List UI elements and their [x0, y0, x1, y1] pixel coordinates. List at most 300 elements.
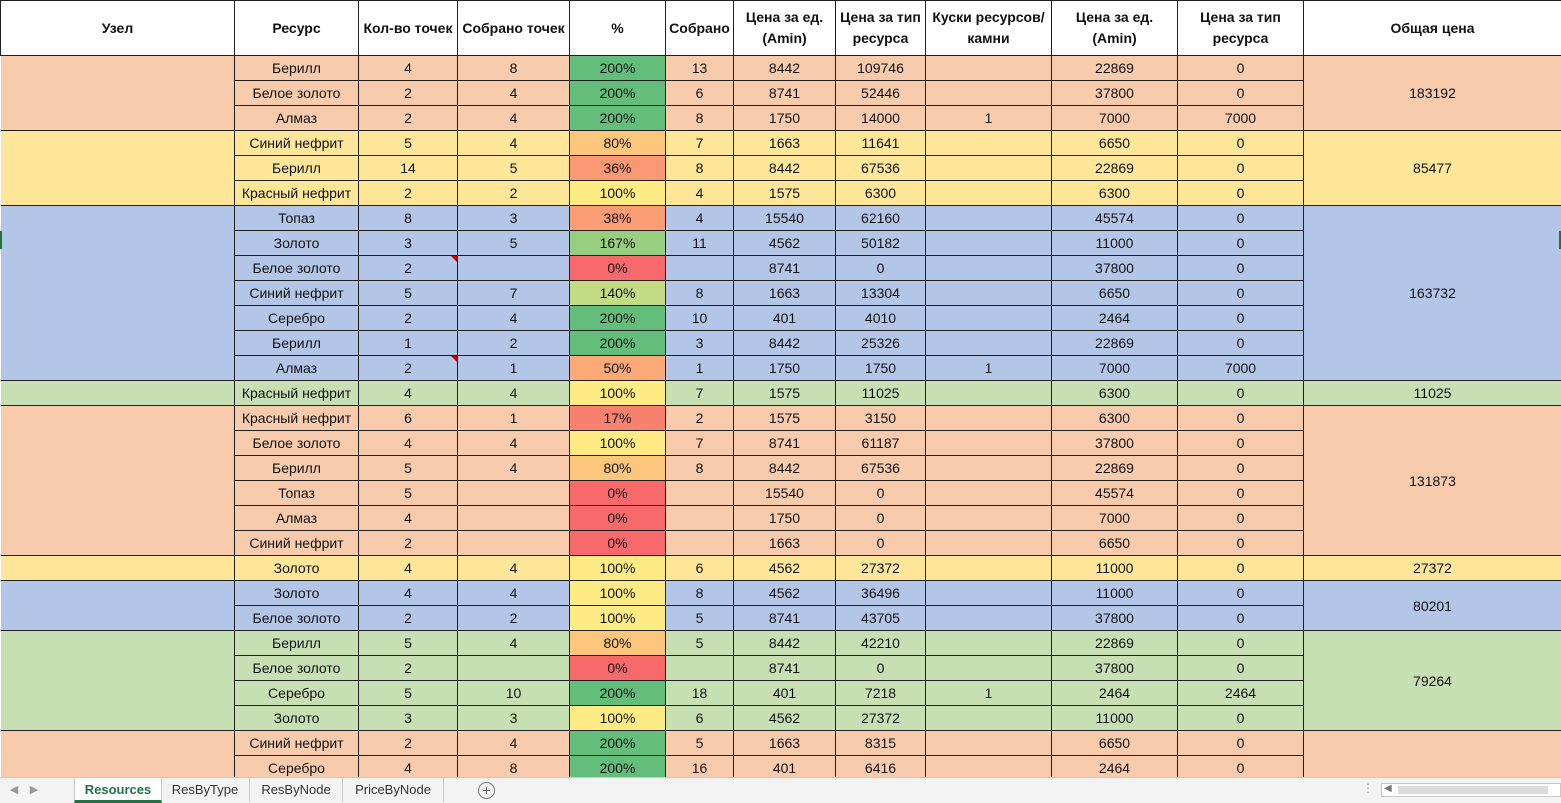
resource-cell[interactable]: Серебро [235, 756, 359, 778]
resource-cell[interactable]: Серебро [235, 681, 359, 706]
points-collected-cell[interactable]: 1 [458, 406, 570, 431]
type-price-2-cell[interactable]: 0 [1178, 306, 1304, 331]
points-count-cell[interactable]: 4 [359, 556, 458, 581]
points-collected-cell[interactable] [458, 256, 570, 281]
tab-pricebynode[interactable]: PriceByNode [343, 778, 444, 802]
collected-cell[interactable] [666, 531, 734, 556]
collected-cell[interactable]: 8 [666, 456, 734, 481]
resource-cell[interactable]: Алмаз [235, 106, 359, 131]
type-price-cell[interactable]: 6416 [836, 756, 926, 778]
percent-cell[interactable]: 80% [570, 456, 666, 481]
type-price-2-cell[interactable]: 0 [1178, 456, 1304, 481]
type-price-cell[interactable]: 11641 [836, 131, 926, 156]
unit-price-cell[interactable]: 1663 [734, 281, 836, 306]
points-count-cell[interactable]: 6 [359, 406, 458, 431]
unit-price-2-cell[interactable]: 45574 [1052, 206, 1178, 231]
type-price-cell[interactable]: 62160 [836, 206, 926, 231]
type-price-cell[interactable]: 14000 [836, 106, 926, 131]
points-count-cell[interactable]: 5 [359, 681, 458, 706]
type-price-2-cell[interactable]: 0 [1178, 406, 1304, 431]
collected-cell[interactable]: 5 [666, 606, 734, 631]
pieces-stones-cell[interactable] [926, 181, 1052, 206]
points-count-cell[interactable]: 3 [359, 231, 458, 256]
pieces-stones-cell[interactable] [926, 56, 1052, 81]
points-collected-cell[interactable]: 8 [458, 56, 570, 81]
percent-cell[interactable]: 200% [570, 756, 666, 778]
type-price-cell[interactable]: 0 [836, 506, 926, 531]
resource-cell[interactable]: Синий нефрит [235, 131, 359, 156]
resource-cell[interactable]: Берилл [235, 331, 359, 356]
node-cell[interactable] [1, 581, 235, 631]
resource-cell[interactable]: Синий нефрит [235, 281, 359, 306]
node-cell[interactable] [1, 406, 235, 556]
type-price-cell[interactable]: 13304 [836, 281, 926, 306]
unit-price-2-cell[interactable]: 2464 [1052, 306, 1178, 331]
collected-cell[interactable]: 7 [666, 131, 734, 156]
points-count-cell[interactable]: 14 [359, 156, 458, 181]
unit-price-2-cell[interactable]: 6650 [1052, 731, 1178, 756]
unit-price-2-cell[interactable]: 45574 [1052, 481, 1178, 506]
unit-price-cell[interactable]: 8741 [734, 431, 836, 456]
pieces-stones-cell[interactable] [926, 131, 1052, 156]
points-count-cell[interactable]: 2 [359, 731, 458, 756]
horizontal-scrollbar[interactable] [1381, 783, 1561, 797]
resource-cell[interactable]: Красный нефрит [235, 406, 359, 431]
resource-cell[interactable]: Серебро [235, 306, 359, 331]
pieces-stones-cell[interactable] [926, 656, 1052, 681]
percent-cell[interactable]: 100% [570, 606, 666, 631]
total-price-cell[interactable]: 183192 [1304, 56, 1561, 131]
type-price-2-cell[interactable]: 0 [1178, 706, 1304, 731]
pieces-stones-cell[interactable] [926, 406, 1052, 431]
unit-price-2-cell[interactable]: 6650 [1052, 531, 1178, 556]
type-price-2-cell[interactable]: 0 [1178, 56, 1304, 81]
chevron-right-icon[interactable]: ▶ [29, 784, 39, 796]
percent-cell[interactable]: 80% [570, 131, 666, 156]
collected-cell[interactable]: 7 [666, 431, 734, 456]
pieces-stones-cell[interactable]: 1 [926, 106, 1052, 131]
type-price-cell[interactable]: 50182 [836, 231, 926, 256]
pieces-stones-cell[interactable] [926, 531, 1052, 556]
unit-price-2-cell[interactable]: 6300 [1052, 181, 1178, 206]
resource-cell[interactable]: Топаз [235, 481, 359, 506]
header-points-count[interactable]: Кол-во точек [359, 1, 458, 56]
total-price-cell[interactable]: 80201 [1304, 581, 1561, 631]
collected-cell[interactable]: 10 [666, 306, 734, 331]
unit-price-2-cell[interactable]: 11000 [1052, 581, 1178, 606]
header-unit-price-2[interactable]: Цена за ед. (Amin) [1052, 1, 1178, 56]
header-type-price[interactable]: Цена за тип ресурса [836, 1, 926, 56]
unit-price-2-cell[interactable]: 7000 [1052, 106, 1178, 131]
collected-cell[interactable]: 13 [666, 56, 734, 81]
type-price-2-cell[interactable]: 0 [1178, 731, 1304, 756]
type-price-2-cell[interactable]: 0 [1178, 131, 1304, 156]
points-collected-cell[interactable]: 4 [458, 81, 570, 106]
unit-price-cell[interactable]: 8741 [734, 656, 836, 681]
tab-resbynode[interactable]: ResByNode [250, 778, 343, 802]
unit-price-2-cell[interactable]: 6300 [1052, 406, 1178, 431]
percent-cell[interactable]: 140% [570, 281, 666, 306]
percent-cell[interactable]: 0% [570, 481, 666, 506]
unit-price-cell[interactable]: 15540 [734, 206, 836, 231]
type-price-cell[interactable]: 7218 [836, 681, 926, 706]
scroll-left-icon[interactable]: ◀ [1384, 783, 1392, 794]
collected-cell[interactable]: 8 [666, 156, 734, 181]
percent-cell[interactable]: 38% [570, 206, 666, 231]
points-collected-cell[interactable]: 4 [458, 306, 570, 331]
type-price-cell[interactable]: 8315 [836, 731, 926, 756]
type-price-cell[interactable]: 42210 [836, 631, 926, 656]
collected-cell[interactable]: 6 [666, 81, 734, 106]
pieces-stones-cell[interactable] [926, 631, 1052, 656]
tab-resbytype[interactable]: ResByType [161, 778, 250, 802]
points-count-cell[interactable]: 2 [359, 181, 458, 206]
type-price-2-cell[interactable]: 7000 [1178, 106, 1304, 131]
total-price-cell[interactable]: 163732 [1304, 206, 1561, 381]
points-collected-cell[interactable]: 3 [458, 206, 570, 231]
unit-price-cell[interactable]: 4562 [734, 581, 836, 606]
points-collected-cell[interactable] [458, 656, 570, 681]
type-price-cell[interactable]: 0 [836, 656, 926, 681]
unit-price-cell[interactable]: 1750 [734, 356, 836, 381]
points-count-cell[interactable]: 2 [359, 106, 458, 131]
unit-price-cell[interactable]: 8741 [734, 81, 836, 106]
pieces-stones-cell[interactable] [926, 506, 1052, 531]
type-price-2-cell[interactable]: 0 [1178, 81, 1304, 106]
unit-price-cell[interactable]: 8442 [734, 56, 836, 81]
type-price-cell[interactable]: 67536 [836, 456, 926, 481]
pieces-stones-cell[interactable] [926, 481, 1052, 506]
unit-price-cell[interactable]: 1575 [734, 406, 836, 431]
points-count-cell[interactable]: 2 [359, 256, 458, 281]
type-price-2-cell[interactable]: 0 [1178, 606, 1304, 631]
header-unit-price[interactable]: Цена за ед. (Amin) [734, 1, 836, 56]
type-price-2-cell[interactable]: 0 [1178, 756, 1304, 778]
resource-cell[interactable]: Золото [235, 706, 359, 731]
pieces-stones-cell[interactable] [926, 306, 1052, 331]
percent-cell[interactable]: 200% [570, 306, 666, 331]
header-node[interactable]: Узел [1, 1, 235, 56]
pieces-stones-cell[interactable] [926, 556, 1052, 581]
pieces-stones-cell[interactable] [926, 706, 1052, 731]
resource-cell[interactable]: Синий нефрит [235, 731, 359, 756]
unit-price-cell[interactable]: 15540 [734, 481, 836, 506]
collected-cell[interactable]: 8 [666, 281, 734, 306]
points-collected-cell[interactable]: 4 [458, 631, 570, 656]
points-collected-cell[interactable]: 2 [458, 331, 570, 356]
scrollbar-thumb[interactable] [1398, 786, 1548, 794]
resource-cell[interactable]: Синий нефрит [235, 531, 359, 556]
resource-cell[interactable]: Белое золото [235, 656, 359, 681]
collected-cell[interactable]: 3 [666, 331, 734, 356]
unit-price-cell[interactable]: 8741 [734, 606, 836, 631]
node-cell[interactable] [1, 131, 235, 206]
type-price-cell[interactable]: 11025 [836, 381, 926, 406]
type-price-2-cell[interactable]: 0 [1178, 381, 1304, 406]
points-count-cell[interactable]: 5 [359, 481, 458, 506]
percent-cell[interactable]: 0% [570, 256, 666, 281]
unit-price-2-cell[interactable]: 22869 [1052, 156, 1178, 181]
resource-cell[interactable]: Золото [235, 581, 359, 606]
node-cell[interactable] [1, 206, 235, 381]
percent-cell[interactable]: 0% [570, 531, 666, 556]
type-price-2-cell[interactable]: 0 [1178, 581, 1304, 606]
pieces-stones-cell[interactable]: 1 [926, 681, 1052, 706]
type-price-cell[interactable]: 1750 [836, 356, 926, 381]
type-price-2-cell[interactable]: 0 [1178, 181, 1304, 206]
points-count-cell[interactable]: 2 [359, 356, 458, 381]
percent-cell[interactable]: 200% [570, 56, 666, 81]
resource-cell[interactable]: Золото [235, 231, 359, 256]
header-type-price-2[interactable]: Цена за тип ресурса [1178, 1, 1304, 56]
pieces-stones-cell[interactable] [926, 281, 1052, 306]
pieces-stones-cell[interactable] [926, 156, 1052, 181]
points-collected-cell[interactable]: 1 [458, 356, 570, 381]
points-count-cell[interactable]: 3 [359, 706, 458, 731]
total-price-cell[interactable] [1304, 731, 1561, 778]
type-price-cell[interactable]: 0 [836, 481, 926, 506]
type-price-2-cell[interactable]: 0 [1178, 531, 1304, 556]
points-count-cell[interactable]: 4 [359, 756, 458, 778]
type-price-2-cell[interactable]: 0 [1178, 156, 1304, 181]
points-collected-cell[interactable]: 7 [458, 281, 570, 306]
percent-cell[interactable]: 36% [570, 156, 666, 181]
unit-price-cell[interactable]: 1575 [734, 181, 836, 206]
pieces-stones-cell[interactable]: 1 [926, 356, 1052, 381]
pieces-stones-cell[interactable] [926, 231, 1052, 256]
unit-price-cell[interactable]: 1750 [734, 506, 836, 531]
type-price-2-cell[interactable]: 0 [1178, 656, 1304, 681]
points-count-cell[interactable]: 4 [359, 56, 458, 81]
collected-cell[interactable]: 4 [666, 181, 734, 206]
points-count-cell[interactable]: 2 [359, 656, 458, 681]
type-price-2-cell[interactable]: 0 [1178, 256, 1304, 281]
collected-cell[interactable]: 5 [666, 631, 734, 656]
collected-cell[interactable] [666, 481, 734, 506]
points-collected-cell[interactable]: 4 [458, 381, 570, 406]
type-price-cell[interactable]: 0 [836, 531, 926, 556]
resource-cell[interactable]: Белое золото [235, 81, 359, 106]
resource-cell[interactable]: Алмаз [235, 506, 359, 531]
collected-cell[interactable]: 8 [666, 581, 734, 606]
percent-cell[interactable]: 100% [570, 181, 666, 206]
unit-price-cell[interactable]: 8442 [734, 331, 836, 356]
total-price-cell[interactable]: 85477 [1304, 131, 1561, 206]
points-count-cell[interactable]: 5 [359, 281, 458, 306]
unit-price-cell[interactable]: 1663 [734, 731, 836, 756]
resource-cell[interactable]: Золото [235, 556, 359, 581]
unit-price-2-cell[interactable]: 6650 [1052, 281, 1178, 306]
points-count-cell[interactable]: 4 [359, 431, 458, 456]
resource-cell[interactable]: Белое золото [235, 256, 359, 281]
percent-cell[interactable]: 100% [570, 581, 666, 606]
node-cell[interactable] [1, 631, 235, 731]
unit-price-2-cell[interactable]: 37800 [1052, 81, 1178, 106]
type-price-cell[interactable]: 27372 [836, 706, 926, 731]
node-cell[interactable] [1, 731, 235, 778]
type-price-2-cell[interactable]: 0 [1178, 431, 1304, 456]
type-price-cell[interactable]: 3150 [836, 406, 926, 431]
unit-price-2-cell[interactable]: 6650 [1052, 131, 1178, 156]
points-count-cell[interactable]: 5 [359, 631, 458, 656]
unit-price-cell[interactable]: 8442 [734, 156, 836, 181]
points-collected-cell[interactable]: 4 [458, 106, 570, 131]
points-count-cell[interactable]: 2 [359, 81, 458, 106]
unit-price-cell[interactable]: 8741 [734, 256, 836, 281]
unit-price-2-cell[interactable]: 37800 [1052, 431, 1178, 456]
points-count-cell[interactable]: 4 [359, 381, 458, 406]
type-price-cell[interactable]: 61187 [836, 431, 926, 456]
type-price-2-cell[interactable]: 0 [1178, 231, 1304, 256]
collected-cell[interactable]: 4 [666, 206, 734, 231]
percent-cell[interactable]: 80% [570, 631, 666, 656]
points-collected-cell[interactable]: 8 [458, 756, 570, 778]
resource-cell[interactable]: Берилл [235, 631, 359, 656]
header-resource[interactable]: Ресурс [235, 1, 359, 56]
collected-cell[interactable]: 18 [666, 681, 734, 706]
points-count-cell[interactable]: 4 [359, 506, 458, 531]
type-price-cell[interactable]: 52446 [836, 81, 926, 106]
resource-cell[interactable]: Алмаз [235, 356, 359, 381]
collected-cell[interactable] [666, 506, 734, 531]
percent-cell[interactable]: 100% [570, 381, 666, 406]
resource-cell[interactable]: Белое золото [235, 431, 359, 456]
unit-price-cell[interactable]: 1575 [734, 381, 836, 406]
unit-price-cell[interactable]: 401 [734, 681, 836, 706]
unit-price-cell[interactable]: 1663 [734, 531, 836, 556]
unit-price-cell[interactable]: 401 [734, 756, 836, 778]
unit-price-2-cell[interactable]: 22869 [1052, 631, 1178, 656]
resource-cell[interactable]: Берилл [235, 56, 359, 81]
plus-circle-icon[interactable]: + [478, 782, 495, 799]
unit-price-cell[interactable]: 4562 [734, 231, 836, 256]
type-price-cell[interactable]: 0 [836, 256, 926, 281]
type-price-2-cell[interactable]: 0 [1178, 631, 1304, 656]
chevron-left-icon[interactable]: ◀ [9, 784, 19, 796]
header-percent[interactable]: % [570, 1, 666, 56]
points-count-cell[interactable]: 5 [359, 456, 458, 481]
type-price-2-cell[interactable]: 0 [1178, 331, 1304, 356]
pieces-stones-cell[interactable] [926, 431, 1052, 456]
node-cell[interactable] [1, 56, 235, 131]
unit-price-2-cell[interactable]: 37800 [1052, 606, 1178, 631]
percent-cell[interactable]: 200% [570, 81, 666, 106]
points-collected-cell[interactable] [458, 531, 570, 556]
points-collected-cell[interactable]: 2 [458, 181, 570, 206]
points-collected-cell[interactable]: 4 [458, 431, 570, 456]
points-count-cell[interactable]: 5 [359, 131, 458, 156]
pieces-stones-cell[interactable] [926, 606, 1052, 631]
pieces-stones-cell[interactable] [926, 581, 1052, 606]
percent-cell[interactable]: 17% [570, 406, 666, 431]
unit-price-2-cell[interactable]: 7000 [1052, 356, 1178, 381]
points-collected-cell[interactable]: 4 [458, 731, 570, 756]
collected-cell[interactable]: 7 [666, 381, 734, 406]
unit-price-2-cell[interactable]: 22869 [1052, 456, 1178, 481]
type-price-cell[interactable]: 4010 [836, 306, 926, 331]
type-price-2-cell[interactable]: 7000 [1178, 356, 1304, 381]
percent-cell[interactable]: 100% [570, 706, 666, 731]
unit-price-cell[interactable]: 4562 [734, 706, 836, 731]
collected-cell[interactable] [666, 256, 734, 281]
type-price-cell[interactable]: 27372 [836, 556, 926, 581]
node-cell[interactable] [1, 556, 235, 581]
unit-price-2-cell[interactable]: 37800 [1052, 256, 1178, 281]
resource-cell[interactable]: Берилл [235, 456, 359, 481]
type-price-2-cell[interactable]: 0 [1178, 506, 1304, 531]
percent-cell[interactable]: 100% [570, 556, 666, 581]
node-cell[interactable] [1, 381, 235, 406]
unit-price-2-cell[interactable]: 2464 [1052, 681, 1178, 706]
resource-cell[interactable]: Берилл [235, 156, 359, 181]
percent-cell[interactable]: 100% [570, 431, 666, 456]
percent-cell[interactable]: 200% [570, 731, 666, 756]
unit-price-2-cell[interactable]: 6300 [1052, 381, 1178, 406]
points-collected-cell[interactable]: 10 [458, 681, 570, 706]
points-count-cell[interactable]: 1 [359, 331, 458, 356]
unit-price-2-cell[interactable]: 37800 [1052, 656, 1178, 681]
unit-price-2-cell[interactable]: 11000 [1052, 706, 1178, 731]
pieces-stones-cell[interactable] [926, 381, 1052, 406]
resource-cell[interactable]: Белое золото [235, 606, 359, 631]
total-price-cell[interactable]: 131873 [1304, 406, 1561, 556]
unit-price-cell[interactable]: 8442 [734, 456, 836, 481]
pieces-stones-cell[interactable] [926, 206, 1052, 231]
points-count-cell[interactable]: 4 [359, 581, 458, 606]
header-pieces-stones[interactable]: Куски ресурсов/камни [926, 1, 1052, 56]
collected-cell[interactable]: 2 [666, 406, 734, 431]
collected-cell[interactable] [666, 656, 734, 681]
percent-cell[interactable]: 200% [570, 106, 666, 131]
points-collected-cell[interactable]: 4 [458, 581, 570, 606]
pieces-stones-cell[interactable] [926, 81, 1052, 106]
header-total-price[interactable]: Общая цена [1304, 1, 1561, 56]
type-price-cell[interactable]: 36496 [836, 581, 926, 606]
percent-cell[interactable]: 167% [570, 231, 666, 256]
percent-cell[interactable]: 200% [570, 331, 666, 356]
points-count-cell[interactable]: 8 [359, 206, 458, 231]
header-collected[interactable]: Собрано [666, 1, 734, 56]
type-price-2-cell[interactable]: 0 [1178, 481, 1304, 506]
type-price-2-cell[interactable]: 0 [1178, 206, 1304, 231]
total-price-cell[interactable]: 11025 [1304, 381, 1561, 406]
unit-price-2-cell[interactable]: 22869 [1052, 331, 1178, 356]
collected-cell[interactable]: 16 [666, 756, 734, 778]
type-price-cell[interactable]: 6300 [836, 181, 926, 206]
collected-cell[interactable]: 8 [666, 106, 734, 131]
points-collected-cell[interactable]: 5 [458, 231, 570, 256]
total-price-cell[interactable]: 27372 [1304, 556, 1561, 581]
resource-cell[interactable]: Топаз [235, 206, 359, 231]
percent-cell[interactable]: 200% [570, 681, 666, 706]
percent-cell[interactable]: 0% [570, 506, 666, 531]
resource-cell[interactable]: Красный нефрит [235, 381, 359, 406]
collected-cell[interactable]: 5 [666, 731, 734, 756]
total-price-cell[interactable]: 79264 [1304, 631, 1561, 731]
points-collected-cell[interactable]: 3 [458, 706, 570, 731]
percent-cell[interactable]: 50% [570, 356, 666, 381]
points-count-cell[interactable]: 2 [359, 306, 458, 331]
unit-price-cell[interactable]: 1750 [734, 106, 836, 131]
points-count-cell[interactable]: 2 [359, 606, 458, 631]
unit-price-2-cell[interactable]: 7000 [1052, 506, 1178, 531]
pieces-stones-cell[interactable] [926, 756, 1052, 778]
type-price-2-cell[interactable]: 0 [1178, 556, 1304, 581]
collected-cell[interactable]: 1 [666, 356, 734, 381]
points-collected-cell[interactable]: 4 [458, 556, 570, 581]
type-price-cell[interactable]: 25326 [836, 331, 926, 356]
header-points-collected[interactable]: Собрано точек [458, 1, 570, 56]
